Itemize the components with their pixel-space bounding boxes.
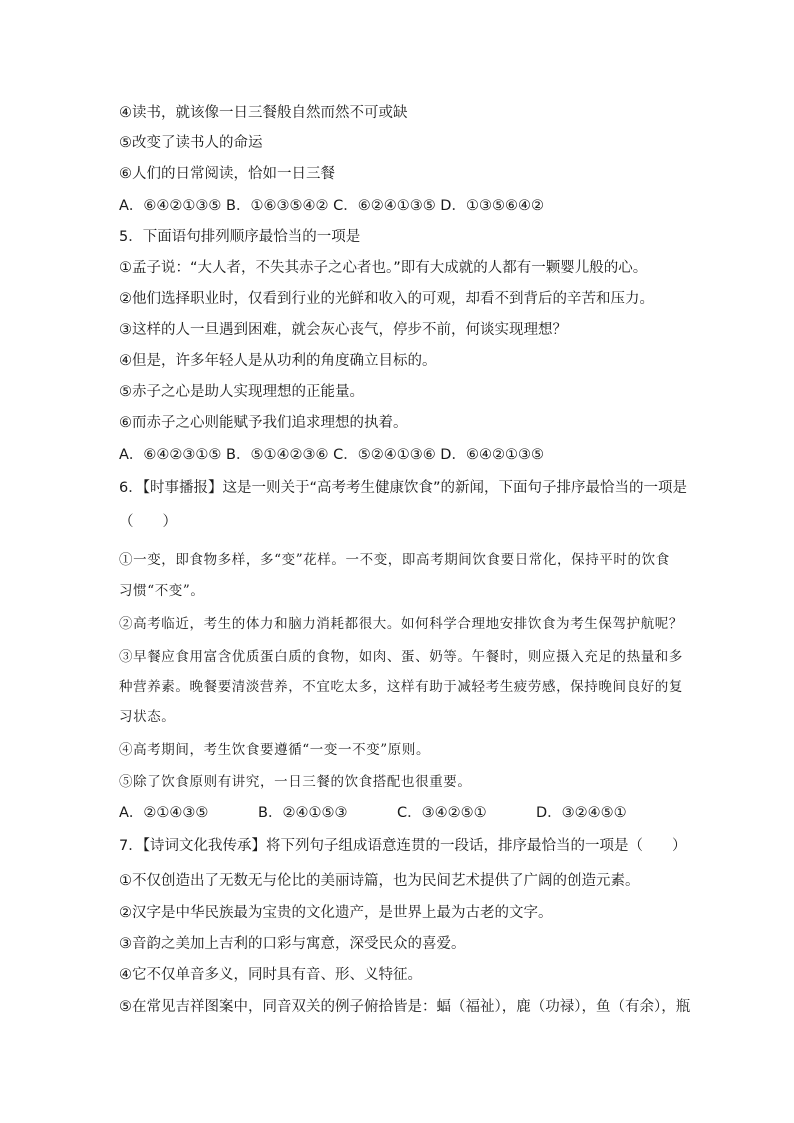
q7-title: 7．【诗词文化我传承】将下列句子组成语意连贯的一段话，排序最恰当的一项是（ ） <box>119 838 687 854</box>
q5-sentence-1: ①孟子说：“大人者，不失其赤子之心者也。”即有大成就的人都有一颗婴儿般的心。 <box>119 260 648 276</box>
q5-title: 5．下面语句排列顺序最恰当的一项是 <box>119 229 361 245</box>
q5-options: A．⑥④②③①⑤ B．⑤①④②③⑥ C．⑤②④①③⑥ D．⑥④②①③⑤ <box>119 447 544 463</box>
q6-sentence-3c: 习状态。 <box>119 709 176 725</box>
q5-sentence-3: ③这样的人一旦遇到困难，就会灰心丧气，停步不前，何谈实现理想？ <box>119 322 567 338</box>
q6-sentence-1a: ①一变，即食物多样，多“变”花样。一不变，即高考期间饮食要日常化，保持平时的饮食 <box>119 552 670 568</box>
q6-sentence-1b: 习惯“不变”。 <box>119 583 205 599</box>
q6-option-d: D．③②④⑤① <box>536 805 627 821</box>
q4-sentence-5: ⑤改变了读书人的命运 <box>119 135 263 151</box>
q6-option-a: A．②①④③⑤ <box>119 805 209 821</box>
q6-sentence-4: ④高考期间，考生饮食要遵循“一变一不变”原则。 <box>119 742 431 758</box>
q5-sentence-5: ⑤赤子之心是助人实现理想的正能量。 <box>119 384 364 400</box>
q6-sentence-5: ⑤除了饮食原则有讲究，一日三餐的饮食搭配也很重要。 <box>119 774 472 790</box>
q6-sentence-2: ②高考临近，考生的体力和脑力消耗都很大。如何科学合理地安排饮食为考生保驾护航呢？ <box>119 616 683 632</box>
q6-option-c: C．③④②⑤① <box>397 805 487 821</box>
q5-sentence-4: ④但是，许多年轻人是从功利的角度确立目标的。 <box>119 353 437 369</box>
q6-answer-paren: （ ） <box>119 514 177 530</box>
q7-sentence-1: ①不仅创造出了无数无与伦比的美丽诗篇，也为民间艺术提供了广阔的创造元素。 <box>119 873 640 889</box>
q6-option-b: B．②④①⑤③ <box>258 805 348 821</box>
q4-options: A．⑥④②①③⑤ B．①⑥③⑤④② C．⑥②④①③⑤ D．①③⑤⑥④② <box>119 198 544 214</box>
q7-sentence-2: ②汉字是中华民族最为宝贵的文化遗产，是世界上最为古老的文字。 <box>119 905 553 921</box>
q5-sentence-2: ②他们选择职业时，仅看到行业的光鲜和收入的可观，却看不到背后的辛苦和压力。 <box>119 291 654 307</box>
q4-sentence-4: ④读书，就该像一日三餐般自然而然不可或缺 <box>119 105 408 121</box>
q6-sentence-3b: 种营养素。晚餐要清淡营养，不宜吃太多，这样有助于减轻考生疲劳感，保持晚间良好的复 <box>119 679 683 695</box>
q4-sentence-6: ⑥人们的日常阅读，恰如一日三餐 <box>119 166 335 182</box>
q5-sentence-6: ⑥而赤子之心则能赋予我们追求理想的执着。 <box>119 415 408 431</box>
q6-title: 6．【时事播报】这是一则关于“高考考生健康饮食”的新闻，下面句子排序最恰当的一项是 <box>119 480 687 496</box>
q7-sentence-5: ⑤在常见吉祥图案中，同音双关的例子俯拾皆是：蝠（福祉），鹿（功禄），鱼（有余），瓶 <box>119 999 691 1015</box>
q7-sentence-3: ③音韵之美加上吉利的口彩与寓意，深受民众的喜爱。 <box>119 936 466 952</box>
q6-sentence-3a: ③早餐应食用富含优质蛋白质的食物，如肉、蛋、奶等。午餐时，则应摄入充足的热量和多 <box>119 649 683 665</box>
q7-sentence-4: ④它不仅单音多义，同时具有音、形、义特征。 <box>119 967 422 983</box>
